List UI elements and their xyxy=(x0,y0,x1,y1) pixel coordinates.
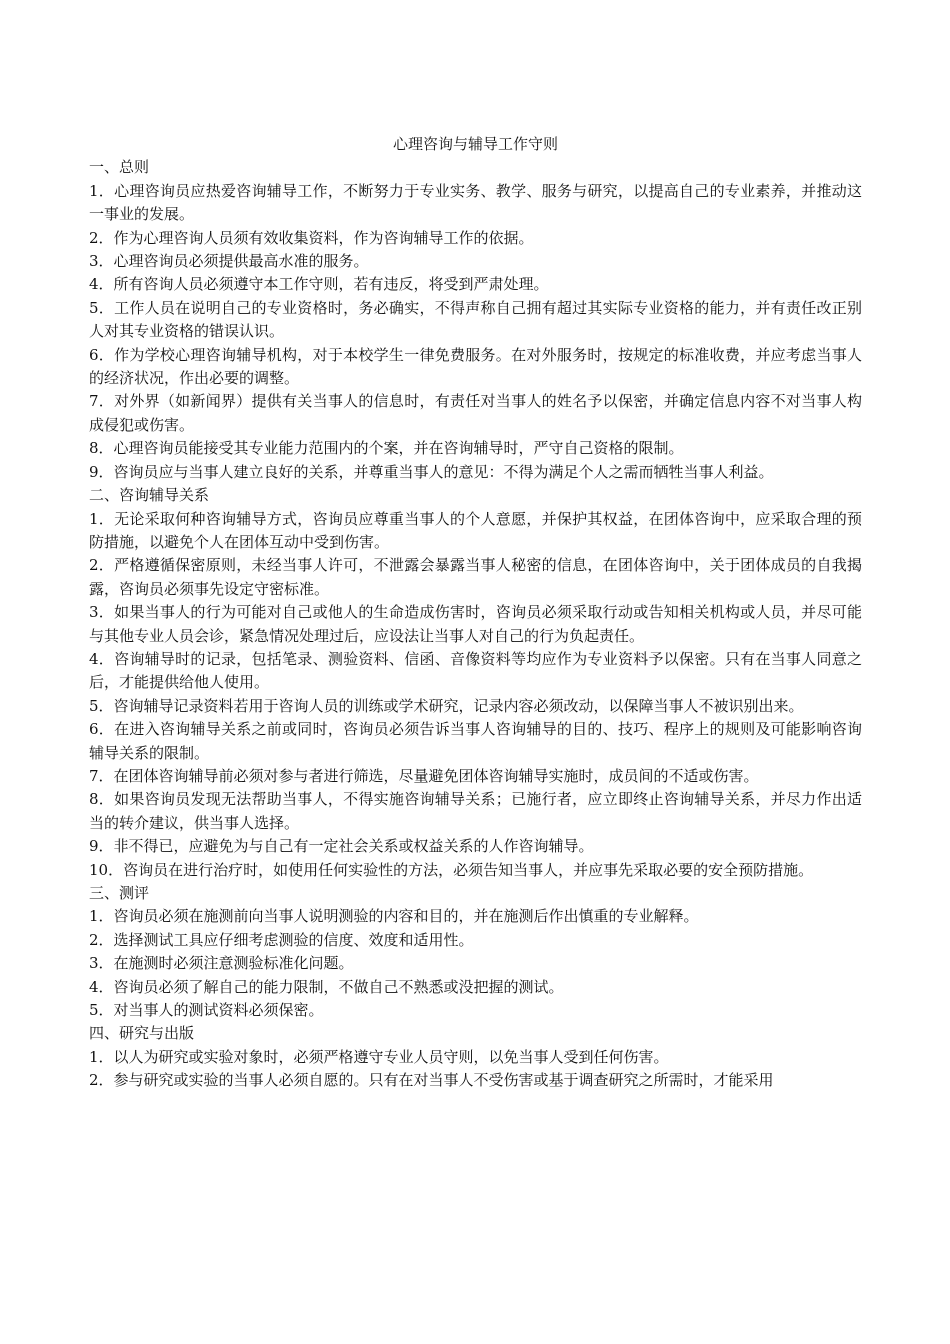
rule-item: 9．咨询员应与当事人建立良好的关系，并尊重当事人的意见：不得为满足个人之需而牺牲当事人利益。 xyxy=(89,462,774,481)
section-heading: 二、咨询辅导关系 xyxy=(89,486,210,505)
rule-item: 8．如果咨询员发现无法帮助当事人，不得实施咨询辅导关系；已施行者，应立即终止咨询辅导关系，并尽力作出适当的转介建议，供当事人选择。 xyxy=(89,790,862,832)
rule-item: 3．心理咨询员必须提供最高水准的服务。 xyxy=(89,252,369,271)
rule-item: 4．咨询员必须了解自己的能力限制，不做自己不熟悉或没把握的测试。 xyxy=(89,977,564,996)
rule-item: 5．工作人员在说明自己的专业资格时，务必确实，不得声称自己拥有超过其实际专业资格的能力，并有责任改正别人对其专业资格的错误认识。 xyxy=(89,298,862,341)
rule-item: 2．严格遵循保密原则，未经当事人许可，不泄露会暴露当事人秘密的信息，在团体咨询中，关于团体成员的自我揭露，咨询员必须事先设定守密标准。 xyxy=(89,556,862,598)
rule-item: 2．作为心理咨询人员须有效收集资料，作为咨询辅导工作的依据。 xyxy=(89,228,534,247)
rule-item: 7．在团体咨询辅导前必须对参与者进行筛选，尽量避免团体咨询辅导实施时，成员间的不适或伤害。 xyxy=(89,766,759,785)
section-heading: 四、研究与出版 xyxy=(89,1024,195,1043)
rule-item: 10．咨询员在进行治疗时，如使用任何实验性的方法，必须告知当事人，并应事先采取必要的安全预防措施。 xyxy=(89,860,814,879)
section-heading: 三、测评 xyxy=(89,884,150,902)
rule-item: 3．如果当事人的行为可能对自己或他人的生命造成伤害时，咨询员必须采取行动或告知相关机构或人员，并尽可能与其他专业人员会诊，紧急情况处理过后，应设法让当事人对自己的行为负起责任。 xyxy=(89,603,862,645)
rule-item: 1．咨询员必须在施测前向当事人说明测验的内容和目的，并在施测后作出慎重的专业解释。 xyxy=(89,907,699,926)
rule-item: 2．参与研究或实验的当事人必须自愿的。只有在对当事人不受伤害或基于调查研究之所需时，才能采用 xyxy=(89,1071,774,1090)
rule-item: 1．无论采取何种咨询辅导方式，咨询员应尊重当事人的个人意愿，并保护其权益，在团体咨询中，应采取合理的预防措施，以避免个人在团体互动中受到伤害。 xyxy=(89,509,862,551)
rule-item: 9．非不得已，应避免为与自己有一定社会关系或权益关系的人作咨询辅导。 xyxy=(89,837,594,856)
section-heading: 一、总则 xyxy=(89,158,150,177)
document-body xyxy=(89,156,862,1092)
rule-item: 5．咨询辅导记录资料若用于咨询人员的训练或学术研究，记录内容必须改动，以保障当事人不被识别出来。 xyxy=(89,696,804,715)
rule-item: 4．咨询辅导时的记录，包括笔录、测验资料、信函、音像资料等均应作为专业资料予以保密。只有在当事人同意之后，才能提供给他人使用。 xyxy=(89,649,862,692)
rule-item: 1．心理咨询员应热爱咨询辅导工作，不断努力于专业实务、教学、服务与研究，以提高自己的专业素养，并推动这一事业的发展。 xyxy=(89,181,862,224)
rule-item: 1．以人为研究或实验对象时，必须严格遵守专业人员守则，以免当事人受到任何伤害。 xyxy=(89,1047,669,1066)
document-title: 心理咨询与辅导工作守则 xyxy=(392,135,558,153)
rule-item: 3．在施测时必须注意测验标准化问题。 xyxy=(89,954,354,973)
rule-item: 4．所有咨询人员必须遵守本工作守则，若有违反，将受到严肃处理。 xyxy=(89,275,549,294)
rule-item: 6．在进入咨询辅导关系之前或同时，咨询员必须告诉当事人咨询辅导的目的、技巧、程序上的规则及可能影响咨询辅导关系的限制。 xyxy=(89,720,862,762)
rule-item: 8．心理咨询员能接受其专业能力范围内的个案，并在咨询辅导时，严守自己资格的限制。 xyxy=(89,439,684,458)
rule-item: 7．对外界（如新闻界）提供有关当事人的信息时，有责任对当事人的姓名予以保密，并确定信息内容不对当事人构成侵犯或伤害。 xyxy=(89,392,862,434)
rule-item: 2．选择测试工具应仔细考虑测验的信度、效度和适用性。 xyxy=(89,930,474,949)
rule-item: 6．作为学校心理咨询辅导机构，对于本校学生一律免费服务。在对外服务时，按规定的标准收费，并应考虑当事人的经济状况，作出必要的调整。 xyxy=(89,345,862,388)
rule-item: 5．对当事人的测试资料必须保密。 xyxy=(89,1001,324,1020)
